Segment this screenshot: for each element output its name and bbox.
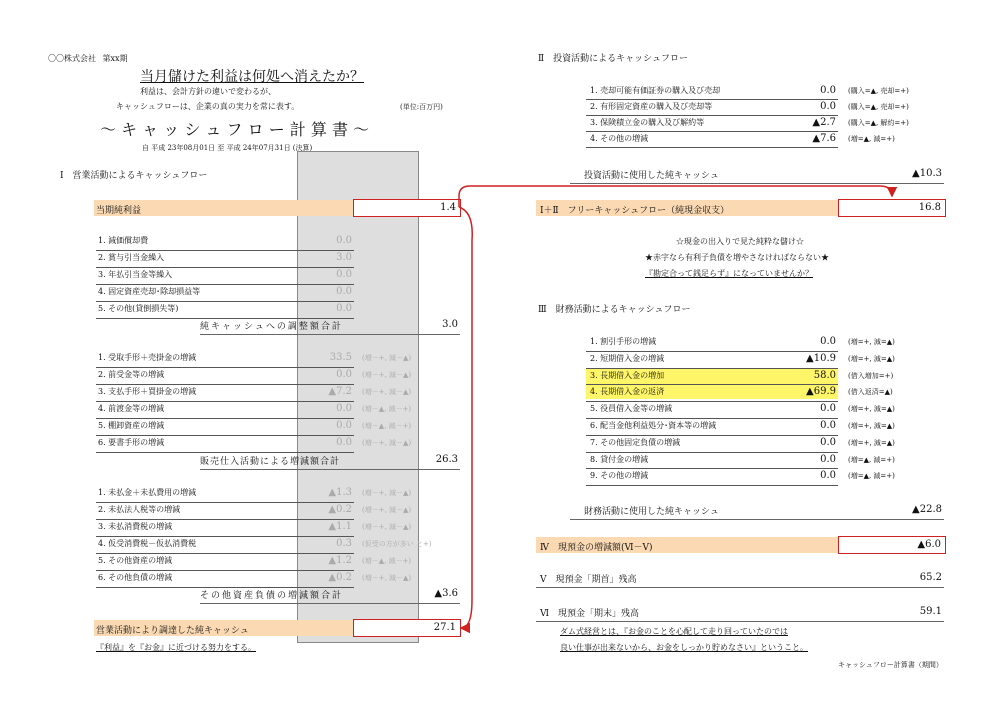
financing-item-label: 6. 配当金他利益処分･資本等の増減	[590, 421, 717, 430]
oth-item-value: ▲0.2	[328, 504, 352, 515]
financing-item-note: (借入返済=▲)	[848, 388, 893, 397]
oth-item-label: 6. その他負債の増減	[98, 573, 173, 582]
financing-item-value: 58.0	[813, 369, 836, 381]
adj-item-value: 0.0	[336, 269, 352, 280]
investing-item-rule	[586, 147, 838, 148]
oth-item-label: 3. 未払消費税の増減	[98, 522, 173, 531]
oth-item-value: ▲1.3	[328, 487, 352, 498]
oth-item-label: 4. 仮受消費税－仮払消費税	[98, 539, 197, 548]
oth-item-value: 0.3	[336, 538, 352, 549]
wc-item-label: 4. 前渡金等の増減	[98, 404, 165, 413]
wc-subtotal-value: 26.3	[435, 454, 458, 465]
oth-item-label: 2. 未払法人税等の増減	[98, 505, 181, 514]
wc-item-value: 0.0	[336, 403, 352, 414]
oth-item-note: (仮受の方が多い と+)	[362, 540, 432, 548]
financing-item-label: 9. その他の増減	[590, 471, 649, 481]
period-label: 第xx期	[102, 54, 128, 63]
investing-item-label: 3. 保険積立金の購入及び解約等	[590, 118, 705, 127]
adj-item-rule	[96, 250, 354, 251]
wc-item-rule	[96, 435, 354, 436]
financing-item-value: 0.0	[820, 420, 836, 431]
oth-item-rule	[96, 502, 354, 503]
oth-item-label: 1. 未払金＋未払費用の増減	[98, 488, 197, 497]
oth-item-note: (増－+, 減－▲)	[362, 506, 412, 514]
wc-subtotal-rule	[200, 469, 460, 470]
oth-item-value: ▲1.1	[328, 521, 352, 532]
oth-item-rule	[96, 519, 354, 520]
financing-item-rule	[586, 368, 838, 369]
wc-item-rule	[96, 401, 354, 402]
financing-item-note: (増=+, 減=▲)	[848, 422, 895, 430]
financing-item-rule	[586, 401, 838, 402]
cash-begin-value: 65.2	[919, 572, 942, 583]
financing-item-value: 0.0	[820, 436, 836, 448]
adj-item-value: 0.0	[336, 286, 352, 297]
wc-item-value: 0.0	[336, 437, 352, 448]
oth-subtotal-rule	[200, 603, 460, 604]
date-range: 自 平成 23年08月01日 至 平成 24年07月31日 (決算)	[142, 144, 313, 152]
wc-item-label: 3. 支払手形＋買掛金の増減	[98, 387, 197, 396]
oth-item-value: ▲1.2	[328, 555, 352, 566]
financing-item-label: 2. 短期借入金の増減	[590, 353, 665, 363]
company-label: 〇〇株式会社	[48, 54, 96, 63]
adj-item-label: 5. その他(貸倒損失等)	[98, 304, 179, 313]
financing-item-label: 3. 長期借入金の増加	[590, 370, 665, 380]
investing-item-note: (増=▲, 減=+)	[848, 135, 895, 143]
wc-item-label: 5. 棚卸資産の増減	[98, 421, 165, 430]
adj-item-rule	[96, 267, 354, 268]
investing-total-value: ▲10.3	[912, 168, 942, 179]
financing-item-note: (増=+, 減=▲)	[848, 438, 895, 447]
page-footer: キャッシュフロー計算書（期間）	[838, 661, 943, 669]
oth-subtotal-value: ▲3.6	[434, 588, 458, 599]
cash-begin-rule	[536, 587, 944, 588]
wc-item-rule	[96, 384, 354, 385]
adj-item-label: 3. 年払引当金等繰入	[98, 270, 173, 279]
investing-item-value: 0.0	[820, 101, 836, 112]
adj-item-value: 3.0	[336, 252, 352, 263]
investing-item-value: ▲2.7	[812, 117, 836, 128]
wc-item-rule	[96, 367, 354, 368]
desc-line-2: キャッシュフローは、企業の真の実力を常に表す。	[116, 102, 300, 111]
financing-item-note: (増=+, 減=▲)	[848, 338, 895, 346]
wc-item-value: 0.0	[336, 420, 352, 431]
wc-item-value: 0.0	[336, 369, 352, 380]
wc-subtotal-label: 販売仕入活動による増減額合計	[200, 457, 341, 467]
investing-item-rule	[586, 131, 838, 132]
financing-item-value: 0.0	[820, 453, 836, 465]
free-cf-label: Ⅰ＋Ⅱ フリーキャッシュフロー（純現金収支）	[540, 206, 730, 216]
adj-item-label: 2. 賞与引当金繰入	[98, 253, 165, 262]
operating-total-value: 27.1	[433, 622, 456, 633]
wc-item-note: (増－▲, 減－+)	[362, 422, 412, 430]
free-cf-note-1: ☆現金の出入りで見た純粋な儲け☆	[676, 237, 804, 246]
wc-item-rule	[96, 418, 354, 419]
cash-end-rule	[536, 621, 944, 622]
adj-item-label: 4. 固定資産売却･除却損益等	[98, 287, 201, 296]
cash-end-value: 59.1	[919, 606, 942, 617]
financing-item-label: 4. 長期借入金の返済	[590, 387, 665, 397]
financing-total-label: 財務活動に使用した純キャッシュ	[584, 507, 719, 517]
desc-line-1: 利益は、会計方針の違いで変わるが、	[140, 87, 276, 96]
oth-item-value: ▲0.2	[328, 572, 352, 583]
operating-total-label: 営業活動により調達した純キャッシュ	[96, 626, 249, 636]
financing-item-value: 0.0	[820, 470, 836, 482]
wc-item-note: (増－+, 減－▲)	[362, 371, 412, 379]
adj-subtotal-value: 3.0	[442, 319, 458, 330]
investing-total-rule	[570, 183, 944, 184]
wc-item-note: (増－+, 減－▲)	[362, 439, 412, 447]
financing-item-note: (借入増加=+)	[848, 371, 894, 380]
financing-item-rule	[586, 485, 838, 486]
financing-item-label: 7. その他固定負債の増減	[590, 437, 681, 447]
cash-change-label: Ⅳ 現預金の増減額(Ⅵ－Ⅴ)	[540, 543, 653, 553]
operating-footer-note: 『利益』を『お金』に近づける努力をする。	[96, 643, 256, 652]
closing-line-2: 良い仕事が出来ないから、お金をしっかり貯めなさい』ということ。	[560, 643, 808, 652]
adj-subtotal-label: 純キャッシュへの調整額合計	[200, 322, 343, 332]
investing-item-note: (購入=▲, 売却=+)	[848, 103, 909, 111]
financing-item-rule	[586, 452, 838, 453]
investing-item-note: (購入=▲, 解約=+)	[848, 119, 909, 127]
net-income-value: 1.4	[440, 202, 456, 213]
cash-change-value: ▲6.0	[917, 539, 941, 550]
main-title: ～ キ ャ ッ シ ュ フ ロ ー 計 算 書 ～	[100, 120, 370, 139]
financing-total-rule	[570, 519, 944, 520]
financing-item-label: 5. 役員借入金等の増減	[590, 404, 673, 414]
wc-item-value: ▲7.2	[328, 386, 352, 397]
free-cf-note-3: 『勘定合って銭足らず』になっていませんか？	[645, 269, 813, 278]
oth-item-rule	[96, 553, 354, 554]
oth-item-rule	[96, 536, 354, 537]
adj-subtotal-rule	[200, 334, 460, 335]
financing-section-label: Ⅲ 財務活動によるキャッシュフロー	[538, 305, 691, 315]
investing-item-note: (購入=▲, 売却=+)	[848, 87, 909, 95]
adj-item-rule	[96, 301, 354, 302]
investing-item-label: 1. 売却可能有価証券の購入及び売却	[590, 86, 721, 95]
oth-subtotal-label: その他資産負債の増減額合計	[200, 591, 344, 601]
investing-item-rule	[586, 115, 838, 116]
net-income-to-operating-arrow	[459, 207, 472, 628]
adj-item-label: 1. 減価償却費	[98, 236, 149, 245]
net-income-label: 当期純利益	[96, 206, 142, 216]
wc-item-note: (増－+, 減－▲)	[362, 354, 412, 362]
wc-item-note: (増－▲, 減－+)	[362, 405, 412, 413]
wc-item-value: 33.5	[329, 352, 352, 363]
wc-item-note: (増－+, 減－▲)	[362, 388, 412, 396]
investing-item-rule	[586, 99, 838, 100]
closing-line-1: ダム式経営とは、『お金のことを心配して走り回っていたのでは	[560, 627, 788, 636]
company-name	[48, 53, 128, 64]
cash-end-label: Ⅵ 現預金「期末」残高	[540, 609, 640, 619]
adj-item-value: 0.0	[336, 235, 352, 246]
oth-item-note: (増－+, 減－▲)	[362, 574, 412, 582]
investing-item-label: 2. 有形固定資産の購入及び売却等	[590, 102, 713, 111]
cash-begin-label: Ⅴ 現預金「期首」残高	[540, 575, 637, 585]
financing-item-note: (増=+, 減=▲)	[848, 354, 895, 363]
adj-item-rule	[96, 284, 354, 285]
investing-section-label: Ⅱ 投資活動によるキャッシュフロー	[538, 54, 688, 64]
financing-item-value: 0.0	[820, 336, 836, 347]
wc-item-rule	[96, 452, 354, 453]
investing-item-value: ▲7.6	[812, 133, 836, 144]
unit-label: (単位:百万円)	[400, 103, 443, 111]
oth-item-note: (増－+, 減－▲)	[362, 489, 412, 497]
free-cf-note-2: ★赤字なら有利子負債を増やさなければならない★	[645, 253, 829, 262]
wc-item-label: 6. 要書手形の増減	[98, 438, 165, 447]
oth-item-label: 5. その他資産の増減	[98, 556, 173, 565]
oth-item-note: (増－+, 減－▲)	[362, 523, 412, 531]
oth-item-rule	[96, 570, 354, 571]
operating-section-label: Ⅰ 営業活動によるキャッシュフロー	[60, 171, 208, 181]
financing-item-label: 8. 貸付金の増減	[590, 454, 649, 464]
financing-item-rule	[586, 351, 838, 352]
oth-item-note: (増－▲, 減－+)	[362, 557, 412, 565]
investing-item-label: 4. その他の増減	[590, 134, 649, 143]
financing-item-label: 1. 割引手形の増減	[590, 337, 657, 346]
page-question-title: 当月儲けた利益は何処へ消えたか？	[140, 69, 364, 85]
wc-item-label: 2. 前受金等の増減	[98, 370, 165, 379]
financing-item-rule	[586, 418, 838, 419]
financing-item-note: (増=▲, 減=+)	[848, 455, 895, 464]
adj-item-value: 0.0	[336, 303, 352, 314]
investing-total-label: 投資活動に使用した純キャッシュ	[584, 171, 719, 181]
wc-item-label: 1. 受取手形＋売掛金の増減	[98, 353, 197, 362]
financing-item-rule	[586, 384, 838, 385]
financing-item-note: (増=+, 減=▲)	[848, 405, 895, 414]
financing-total-value: ▲22.8	[912, 504, 942, 515]
investing-item-value: 0.0	[820, 85, 836, 96]
financing-item-rule	[586, 435, 838, 436]
financing-item-rule	[586, 468, 838, 469]
financing-item-value: ▲69.9	[806, 386, 836, 398]
financing-item-note: (増=▲, 減=+)	[848, 472, 895, 481]
financing-item-value: 0.0	[820, 403, 836, 415]
financing-item-value: ▲10.9	[806, 352, 836, 364]
free-cf-value: 16.8	[918, 202, 941, 213]
